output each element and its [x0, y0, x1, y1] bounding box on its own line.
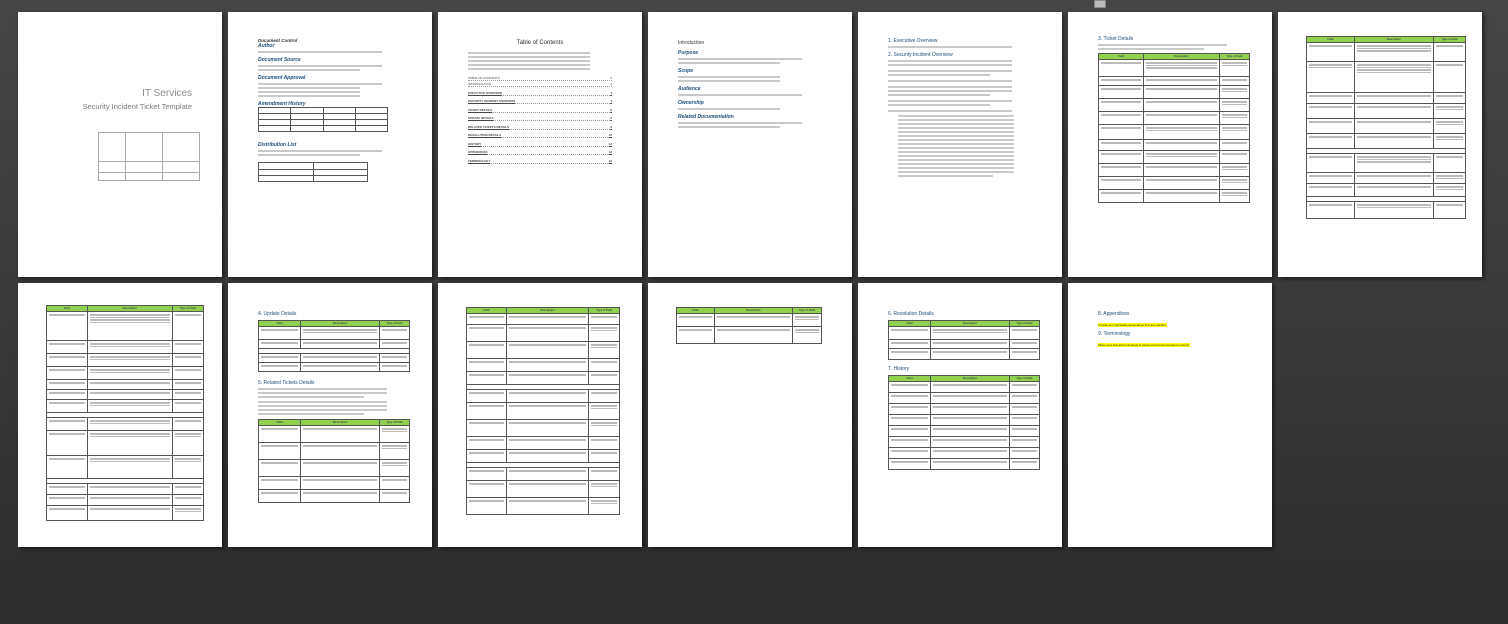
toc-entry-label: RELATED TICKETS DETAILS [468, 124, 510, 129]
amendment-heading: Amendment History [258, 101, 306, 107]
resolution-table: Field Description Type of Field [888, 320, 1040, 360]
appendices-heading: 8. Appendices [1098, 311, 1130, 317]
page-update-details [228, 283, 432, 547]
toc-entry[interactable] [468, 125, 612, 130]
history-heading: 7. History [888, 366, 910, 372]
resolution-details-heading: 6. Resolution Details [888, 311, 934, 317]
page-appendices [1068, 283, 1272, 547]
toc-entry[interactable] [468, 159, 612, 164]
toc-entry-label: INTRODUCTION [468, 82, 491, 86]
toc-entry-page: 12 [608, 133, 612, 137]
approval-heading: Document Approval [258, 75, 306, 81]
toc-entry[interactable] [468, 91, 612, 96]
page-document-control [228, 12, 432, 277]
history-table: Field Description Type of Field [888, 375, 1040, 470]
toc-entry[interactable] [468, 142, 612, 147]
toc-entry-page: 9 [610, 116, 612, 120]
toc-title: Table of Contents [516, 40, 564, 46]
author-heading: Author [258, 43, 275, 49]
page-toc [438, 12, 642, 277]
cover-meta-table [98, 132, 200, 181]
purpose-heading: Purpose [678, 50, 699, 56]
toc-entry-label: TICKET DETAILS [468, 107, 493, 112]
col-description: Description [1144, 54, 1220, 60]
cover-title: IT Services [142, 88, 192, 99]
update-table: Field Description Type of Field [258, 320, 410, 372]
ownership-heading: Ownership [678, 100, 704, 106]
amendment-table [258, 107, 388, 132]
scrollbar-thumb[interactable] [1094, 0, 1106, 8]
toc-entry-label: TERMINOLOGY [468, 158, 491, 163]
toc-entry-page: 5 [610, 107, 612, 112]
page-resolution-history [858, 283, 1062, 547]
toc-entry[interactable] [468, 76, 612, 81]
audience-heading: Audience [678, 86, 701, 92]
toc-list [468, 76, 612, 164]
related-tickets-table: Field Description Type of Field [258, 419, 410, 503]
ticket-table-2: Field Description Type of Field [1306, 36, 1466, 219]
page-ticket-details [1068, 12, 1272, 277]
intro-heading: Introduction [678, 40, 705, 46]
toc-entry-label: SECURITY INCIDENT OVERVIEW [468, 99, 516, 103]
executive-overview-heading: 1. Executive Overview [888, 38, 938, 44]
related-tickets-heading: 5. Related Tickets Details [258, 380, 315, 386]
toc-entry[interactable] [468, 82, 612, 87]
cover-subtitle: Security Incident Ticket Template [82, 102, 192, 111]
toc-entry[interactable] [468, 99, 612, 104]
col-field: Field [1099, 54, 1144, 60]
toc-entry-page: 3 [610, 82, 612, 86]
ticket-table-1 [1098, 53, 1250, 203]
page-related-tickets-2 [438, 283, 642, 547]
scope-heading: Scope [678, 68, 694, 74]
toc-entry-page: 2 [610, 76, 612, 80]
toc-entry-label: RESOLUTION DETAILS [468, 133, 502, 137]
toc-entry[interactable] [468, 116, 612, 121]
toc-entry-label: APPENDICES [468, 150, 488, 154]
appendices-text: Include any applicable appendices that are needed. [1098, 323, 1167, 327]
page-ticket-details-2 [1278, 12, 1482, 277]
distribution-table [258, 162, 368, 182]
toc-entry[interactable] [468, 108, 612, 113]
related-tickets-table-3: Field Description Type of Field [676, 307, 822, 344]
toc-entry[interactable] [468, 150, 612, 155]
toc-entry-page: 13 [608, 158, 612, 163]
toc-entry-label: UPDATE DETAILS [468, 116, 494, 120]
toc-entry-page: 13 [608, 150, 612, 154]
distribution-heading: Distribution List [258, 142, 297, 148]
toc-entry-label: TABLE OF CONTENTS [468, 76, 500, 80]
toc-entry-page: 4 [610, 99, 612, 103]
document-control-heading: Document Control [258, 38, 298, 43]
related-tickets-table-2: Field Description Type of Field [466, 307, 620, 515]
page-ticket-details-3 [18, 283, 222, 547]
security-incident-overview-heading: 2. Security Incident Overview [888, 52, 953, 58]
page-cover [18, 12, 222, 277]
source-heading: Document Source [258, 57, 301, 63]
toc-entry-page: 12 [608, 141, 612, 146]
col-type: Type of Field [1219, 54, 1249, 60]
page-related-tickets-3 [648, 283, 852, 547]
toc-entry[interactable] [468, 133, 612, 138]
page-introduction [648, 12, 852, 277]
toc-entry-label: EXECUTIVE OVERVIEW [468, 90, 502, 95]
toc-entry-page: 9 [610, 124, 612, 129]
terminology-heading: 9. Terminology [1098, 331, 1131, 337]
page-executive-overview [858, 12, 1062, 277]
ticket-table-3: Field Description Type of Field [46, 305, 204, 521]
related-docs-heading: Related Documentation [678, 114, 734, 120]
update-details-heading: 4. Update Details [258, 311, 297, 317]
terminology-text: Make sure that all terminology is captured and documented correctly. [1098, 343, 1190, 347]
toc-entry-page: 4 [610, 90, 612, 95]
toc-entry-label: HISTORY [468, 141, 482, 146]
ticket-details-heading: 3. Ticket Details [1098, 36, 1134, 42]
